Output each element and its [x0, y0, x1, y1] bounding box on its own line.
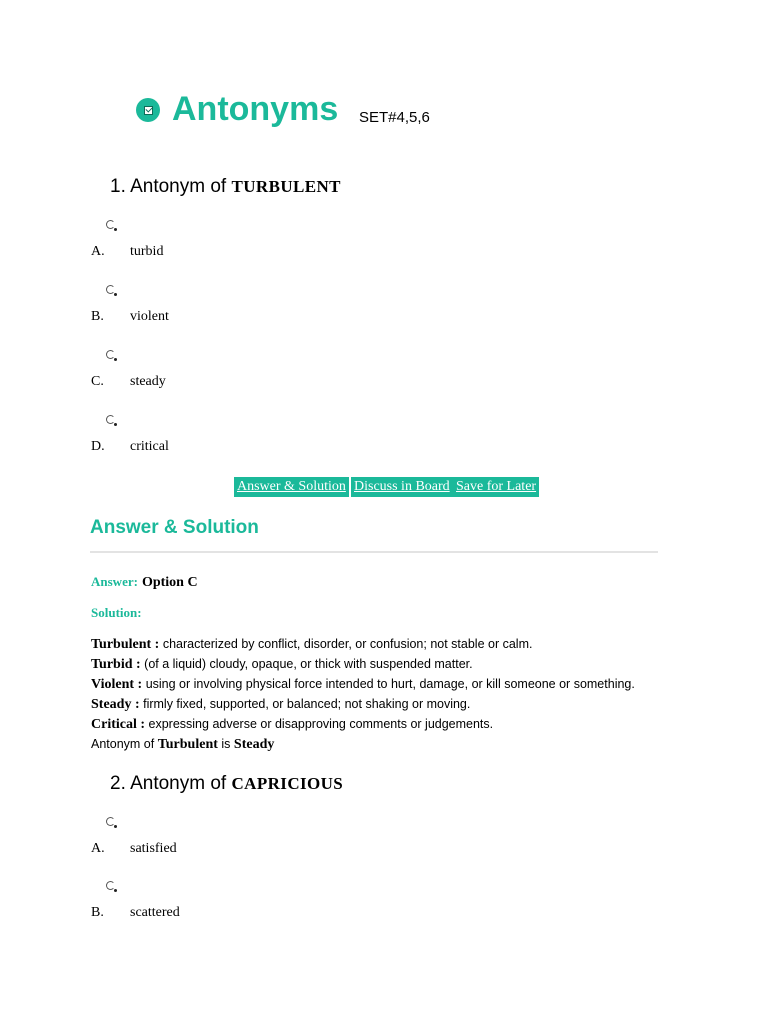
question-prefix: Antonym of	[130, 176, 227, 197]
option-a-radio[interactable]	[106, 817, 115, 826]
checkbox-icon	[136, 98, 160, 122]
question-number: 2.	[110, 773, 126, 794]
definition-text: (of a liquid) cloudy, opaque, or thick with suspended matter.	[144, 657, 473, 671]
definition-term: Turbulent :	[91, 637, 160, 652]
definition-line	[91, 637, 532, 653]
option-letter: A.	[91, 841, 105, 856]
question-1-heading	[110, 176, 341, 198]
save-for-later-button[interactable]: Save for Later	[453, 477, 539, 497]
option-d-radio[interactable]	[106, 415, 115, 424]
definition-text: firmly fixed, supported, or balanced; not shaking or moving.	[143, 697, 471, 711]
definition-term: Violent :	[91, 677, 143, 692]
option-b-radio[interactable]	[106, 881, 115, 890]
answer-label: Answer:	[91, 574, 138, 589]
conclusion-lead: Antonym of	[91, 737, 155, 751]
definition-text: expressing adverse or disapproving comments or judgements.	[148, 717, 494, 731]
option-a-radio[interactable]	[106, 220, 115, 229]
conclusion-word: Turbulent	[157, 737, 218, 752]
option-text: turbid	[130, 244, 164, 259]
definition-term: Steady :	[91, 697, 140, 712]
option-c-radio[interactable]	[106, 350, 115, 359]
option-letter: C.	[91, 374, 104, 389]
question-prefix: Antonym of	[130, 773, 227, 794]
question-word: TURBULENT	[231, 177, 341, 196]
option-letter: A.	[91, 244, 105, 259]
definition-term: Critical :	[91, 717, 146, 732]
discuss-in-board-button[interactable]: Discuss in Board	[351, 477, 453, 497]
conclusion-mid: is	[221, 737, 231, 751]
page-title: Antonyms	[172, 90, 339, 128]
page-subtitle: SET#4,5,6	[359, 109, 430, 126]
question-word: CAPRICIOUS	[231, 774, 344, 793]
option-text: satisfied	[130, 841, 177, 856]
divider	[90, 551, 658, 553]
option-text: scattered	[130, 905, 180, 920]
definition-line	[91, 697, 470, 713]
question-number: 1.	[110, 176, 126, 197]
answer-line	[91, 573, 198, 591]
definition-text: characterized by conflict, disorder, or confusion; not stable or calm.	[162, 637, 533, 651]
definition-text: using or involving physical force intended to hurt, damage, or kill someone or something.	[145, 677, 635, 691]
conclusion-answer: Steady	[233, 737, 275, 752]
option-text: violent	[130, 309, 169, 324]
definition-term: Turbid :	[91, 657, 141, 672]
conclusion-line	[91, 737, 274, 753]
option-letter: B.	[91, 309, 104, 324]
option-letter: D.	[91, 439, 105, 454]
definition-line	[91, 677, 635, 693]
answer-solution-button[interactable]: Answer & Solution	[234, 477, 349, 497]
option-text: steady	[130, 374, 166, 389]
option-text: critical	[130, 439, 169, 454]
solution-label: Solution:	[91, 605, 142, 620]
answer-value: Option C	[141, 575, 198, 590]
definition-line	[91, 657, 473, 673]
question-2-heading	[110, 773, 343, 795]
option-b-radio[interactable]	[106, 285, 115, 294]
definition-line	[91, 717, 493, 733]
answer-solution-heading: Answer & Solution	[90, 517, 259, 538]
option-letter: B.	[91, 905, 104, 920]
